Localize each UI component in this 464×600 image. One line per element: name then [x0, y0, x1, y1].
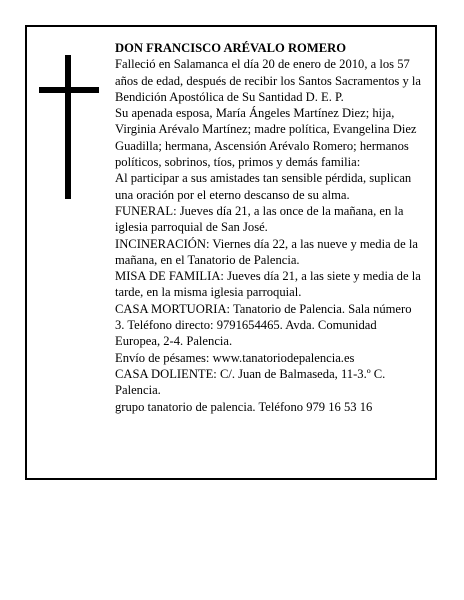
deceased-name: DON FRANCISCO ARÉVALO ROMERO: [115, 41, 347, 55]
family-mourners: Su apenada esposa, María Ángeles Martínez Diez; hija, Virginia Arévalo Martínez; madre política, Evangelina Diez Guadilla; hermana, Ascensión Arévalo Romero; hermanos políticos, sobrinos, tíos, primos y demás familia:: [115, 106, 417, 170]
prayer-request: Al participar a sus amistades tan sensible pérdida, suplican una oración por el eterno descanso de su alma.: [115, 171, 412, 202]
funeral-group-contact: grupo tanatorio de palencia. Teléfono 979 16 53 16: [115, 399, 373, 414]
condolences-info: Envío de pésames: www.tanatoriodepalencia.es: [115, 350, 355, 365]
notice-text: [115, 40, 423, 415]
cross-vertical-bar: [65, 55, 71, 199]
cross-icon: [39, 55, 99, 199]
cross-horizontal-bar: [39, 87, 99, 93]
cremation-info: INCINERACIÓN: Viernes día 22, a las nueve y media de la mañana, en el Tanatorio de Palencia.: [115, 236, 418, 267]
obituary-notice: [25, 25, 437, 480]
family-home-info: CASA DOLIENTE: C/. Juan de Balmaseda, 11-3.º C. Palencia.: [115, 366, 386, 398]
funeral-home-info: CASA MORTUORIA: Tanatorio de Palencia. Sala número 3. Teléfono directo: 9791654465. Avda. Comunidad Europea, 2-4. Palencia.: [115, 301, 412, 349]
family-mass-info: MISA DE FAMILIA: Jueves día 21, a las siete y media de la tarde, en la misma iglesia parroquial.: [115, 269, 421, 300]
death-announcement: Falleció en Salamanca el día 20 de enero de 2010, a los 57 años de edad, después de recibir los Santos Sacramentos y la Bendición Apostólica de Su Santidad D. E. P.: [115, 57, 422, 104]
funeral-info: FUNERAL: Jueves día 21, a las once de la mañana, en la iglesia parroquial de San José.: [115, 203, 404, 235]
